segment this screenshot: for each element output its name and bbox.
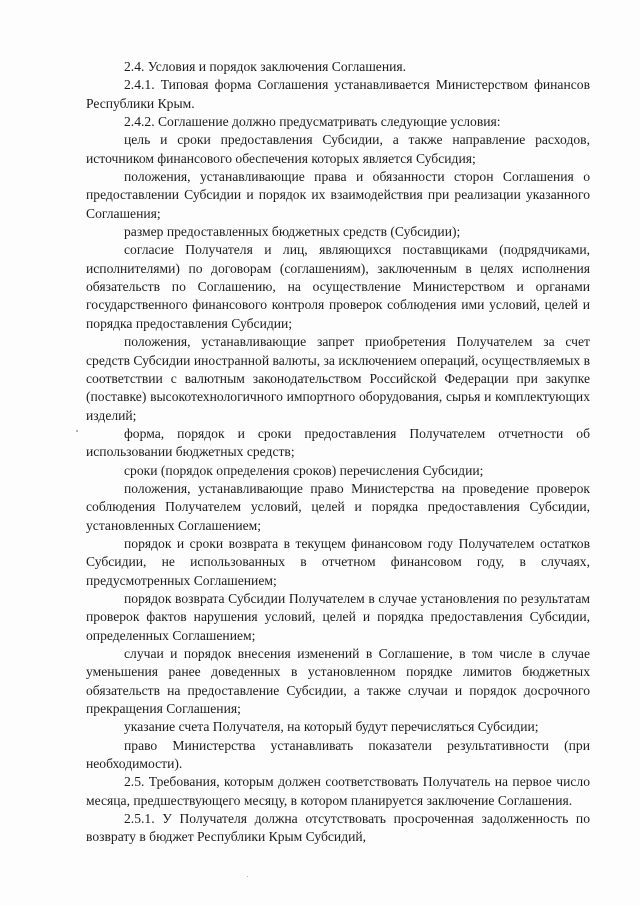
condition-rights: положения, устанавливающие права и обязанности сторон Соглашения о предоставлении Субсидии и порядок их взаимодействия при реализации указанного Соглашения; (86, 169, 590, 221)
scan-speck (76, 430, 78, 432)
clause-2-4-1: 2.4.1. Типовая форма Соглашения устанавливается Министерством финансов Республики Крым. (86, 77, 590, 111)
condition-consent: согласие Получателя и лиц, являющихся поставщиками (подрядчиками, исполнителями) по договорам (соглашениям), заключенным в целях исполнения обязательств по Соглашению, на осуществление Министерством и органами государственного финансового контроля проверок соблюдения ими условий, целей и порядка предоставления Субсидии; (86, 242, 590, 331)
condition-currency-ban: положения, устанавливающие запрет приобретения Получателем за счет средств Субсидии иностранной валюты, за исключением операций, осуществляемых в соответствии с валютным законодательством Российской Федерации при закупке (поставке) высокотехнологичного импортного оборудования, сырья и комплектующих изделий; (86, 334, 590, 423)
section-heading-2-4: 2.4. Условия и порядок заключения Соглашения. (124, 59, 407, 74)
document-body (86, 58, 590, 847)
condition-amendments: случаи и порядок внесения изменений в Соглашение, в том числе в случае уменьшения ранее доведенных в установленном порядке лимитов бюджетных обязательств на предоставление Субсидии, а также случаи и порядок досрочного прекращения Соглашения; (86, 646, 590, 717)
clause-2-5-1: 2.5.1. У Получателя должна отсутствовать просроченная задолженность по возврату в бюджет Республики Крым Субсидий, (86, 811, 590, 845)
condition-inspection-right: положения, устанавливающие право Министерства на проведение проверок соблюдения Получателем условий, целей и порядка предоставления Субсидии, установленных Соглашением; (86, 480, 590, 533)
condition-transfer-terms: сроки (порядок определения сроков) перечисления Субсидии; (124, 462, 484, 478)
condition-account: указание счета Получателя, на который будут перечисляться Субсидии; (124, 719, 539, 735)
condition-return-violation: порядок возврата Субсидии Получателем в случае установления по результатам проверок фактов нарушения условий, целей и порядка предоставления Субсидии, определенных Соглашением; (86, 590, 590, 643)
condition-purpose: цель и сроки предоставления Субсидии, а также направление расходов, источником финансового обеспечения которых является Субсидия; (86, 132, 590, 166)
section-2-5: 2.5. Требования, которым должен соответствовать Получатель на первое число месяца, предшествующего месяцу, в котором планируется заключение Соглашения. (86, 774, 590, 808)
condition-amount: размер предоставленных бюджетных средств (Субсидии); (124, 224, 461, 240)
condition-reporting: форма, порядок и сроки предоставления Получателем отчетности об использовании бюджетных средств; (86, 425, 590, 460)
condition-indicators: право Министерства устанавливать показатели результативности (при необходимости). (86, 737, 590, 772)
scan-speck (247, 876, 248, 877)
clause-2-4-2: 2.4.2. Соглашение должно предусматривать следующие условия: (124, 114, 501, 130)
condition-return-remainder: порядок и сроки возврата в текущем финансовом году Получателем остатков Субсидии, не использованных в отчетном финансовом году, в случаях, предусмотренных Соглашением; (86, 535, 590, 588)
